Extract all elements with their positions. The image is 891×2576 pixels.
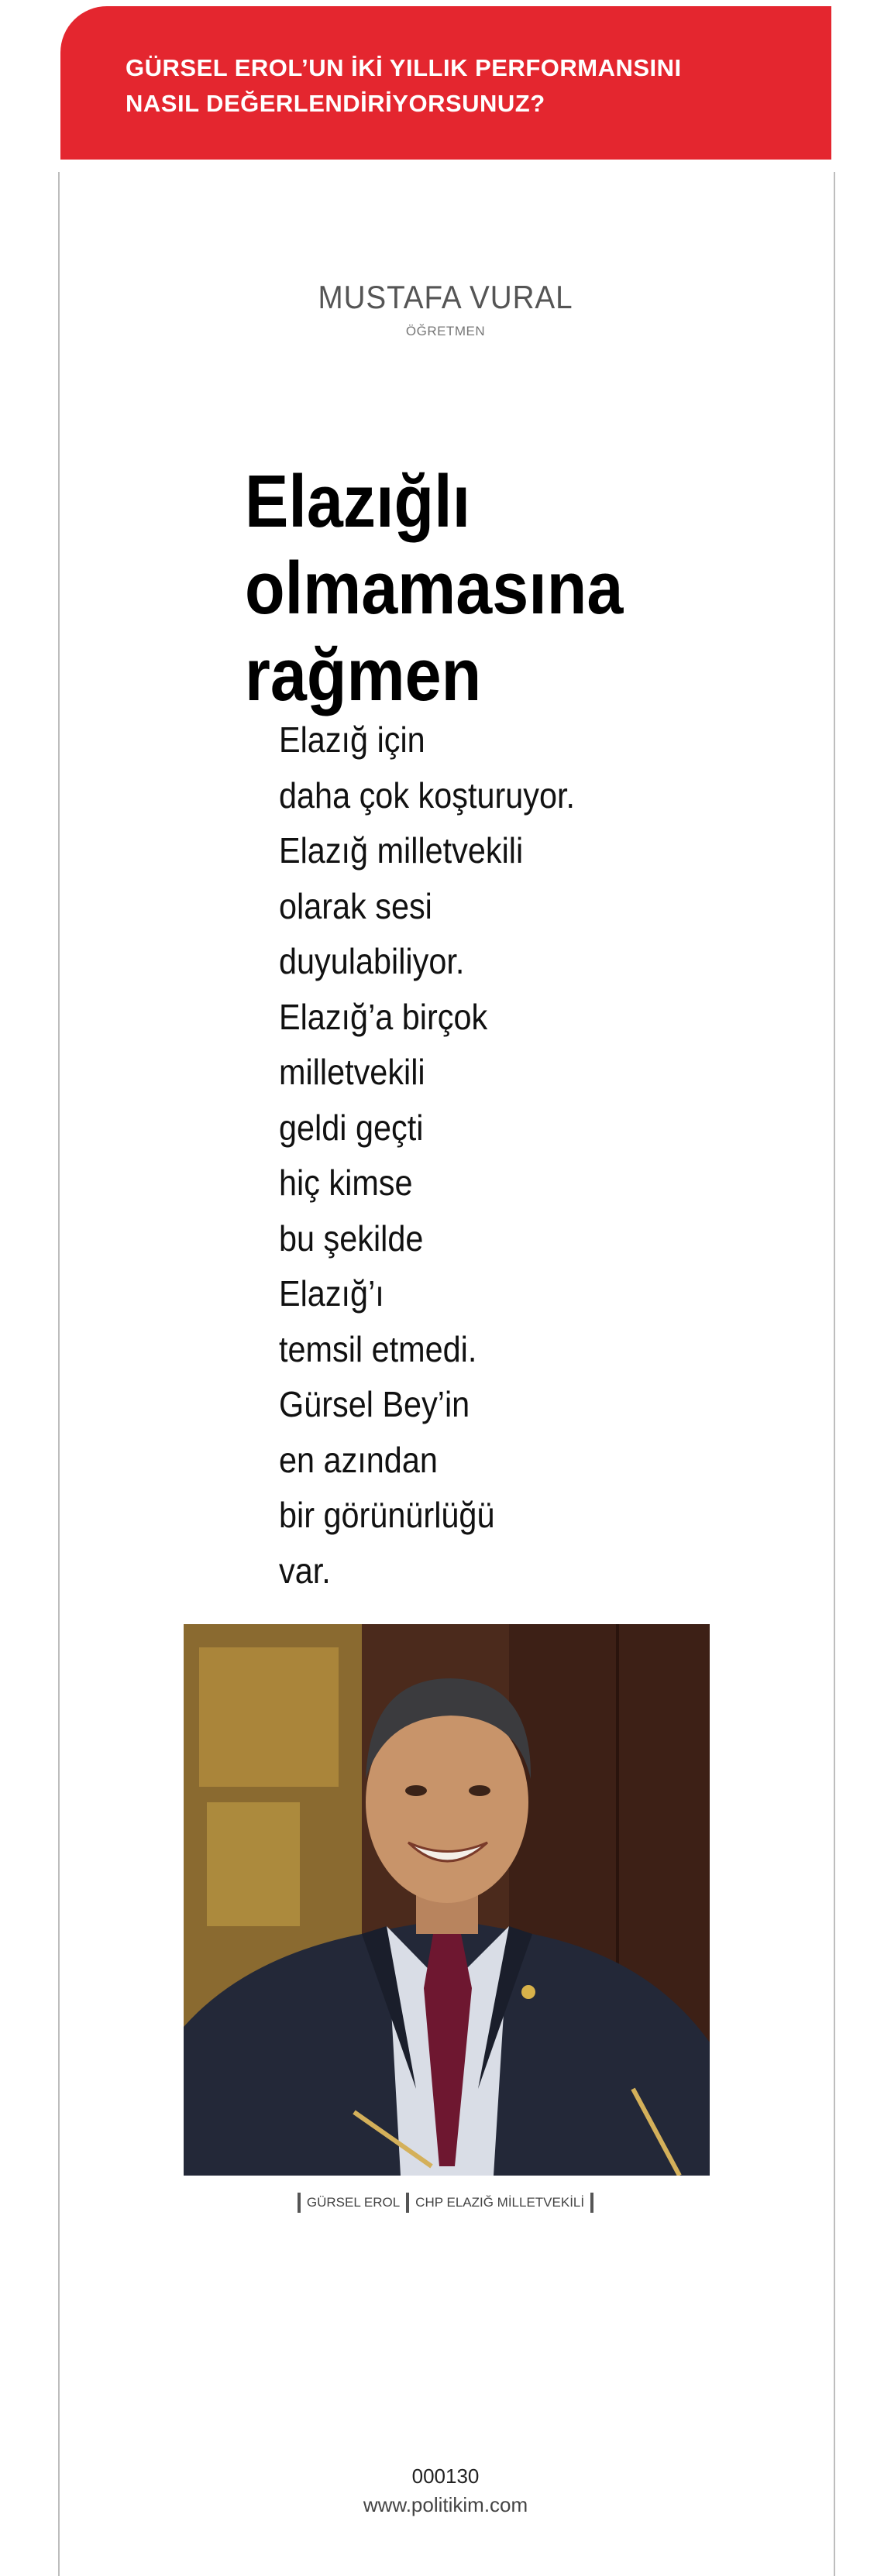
quote-line: bu şekilde	[279, 1218, 424, 1259]
portrait-illustration	[184, 1624, 710, 2176]
quote-body	[279, 713, 607, 1599]
caption-divider	[406, 2193, 409, 2213]
quote-line: Elazığ milletvekili	[279, 830, 524, 871]
website-link[interactable]: www.politikim.com	[363, 2493, 528, 2516]
headline-line: olmamasına	[245, 547, 624, 630]
quote-line: Elazığ’a birçok	[279, 996, 488, 1037]
quote-line: bir görünürlüğü	[279, 1495, 495, 1535]
quote-line: var.	[279, 1550, 331, 1591]
quote-line: olarak sesi	[279, 885, 432, 926]
author-title: ÖĞRETMEN	[405, 324, 486, 338]
caption-divider	[590, 2193, 593, 2213]
photo-caption	[0, 2193, 891, 2213]
headline-line: Elazığlı	[245, 460, 471, 543]
caption-role: CHP ELAZIĞ MİLLETVEKİLİ	[415, 2195, 585, 2210]
author-name: MUSTAFA VURAL	[318, 279, 573, 315]
quote-line: temsil etmedi.	[279, 1328, 477, 1369]
quote-line: Gürsel Bey’in	[279, 1384, 470, 1424]
quote-line: geldi geçti	[279, 1107, 424, 1148]
headline-line: rağmen	[245, 634, 482, 716]
quote-line: en azından	[279, 1439, 438, 1480]
quote-line: Elazığ’ı	[279, 1273, 384, 1314]
portrait-photo	[184, 1624, 710, 2176]
left-border-line	[58, 172, 60, 2576]
headline	[245, 459, 675, 719]
right-border-line	[834, 172, 835, 2576]
quote-line: hiç kimse	[279, 1163, 413, 1203]
quote-line: daha çok koşturuyor.	[279, 775, 576, 816]
question-line-1: GÜRSEL EROL’UN İKİ YILLIK PERFORMANSINI	[126, 54, 682, 81]
caption-name: GÜRSEL EROL	[306, 2195, 401, 2210]
page-code: 000130	[411, 2464, 480, 2488]
quote-line: milletvekili	[279, 1052, 425, 1092]
caption-divider	[298, 2193, 301, 2213]
question-line-2: NASIL DEĞERLENDİRİYORSUNUZ?	[126, 90, 545, 117]
quote-line: Elazığ için	[279, 720, 425, 760]
question-banner	[60, 6, 831, 160]
quote-line: duyulabiliyor.	[279, 941, 465, 981]
